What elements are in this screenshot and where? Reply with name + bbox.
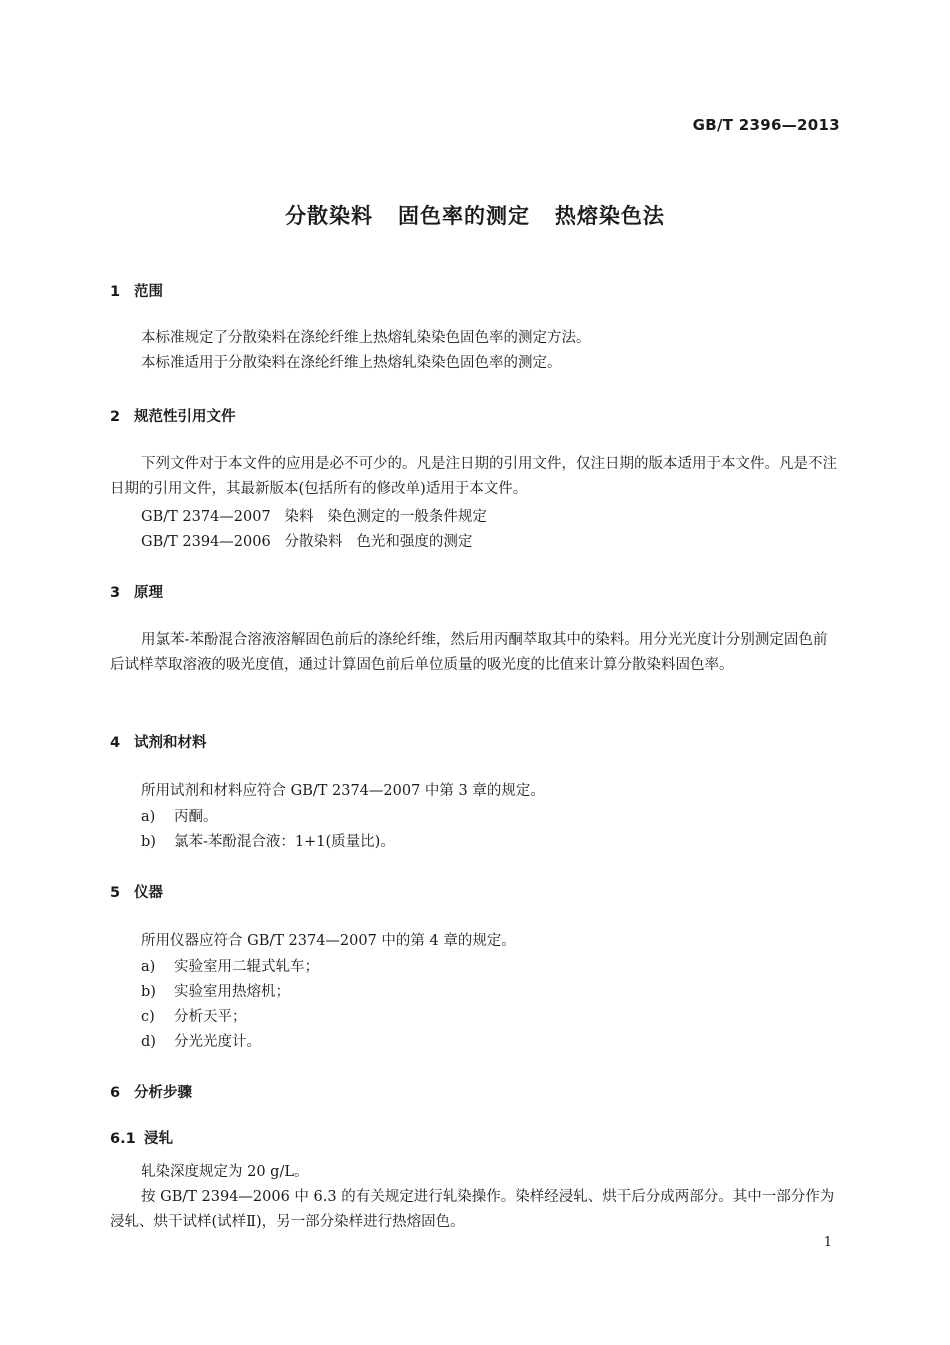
list-item <box>141 830 395 851</box>
section-3-paragraph-1: 用氯苯-苯酚混合溶液溶解固色前后的涤纶纤维，然后用丙酮萃取其中的染料。用分光光度计分别测定固色前后试样萃取溶液的吸光度值，通过计算固色前后单位质量的吸光度的比值来计算分散染料固色率。 <box>110 632 828 673</box>
section-number: 3 <box>110 585 121 601</box>
section-title: 分析步骤 <box>134 1085 192 1101</box>
list-marker: d) <box>141 1034 156 1050</box>
document-title: 分散染料 固色率的测定 热熔染色法 <box>285 204 665 228</box>
section-2-heading <box>110 405 236 426</box>
list-text: 氯苯-苯酚混合液：1+1(质量比)。 <box>174 834 395 850</box>
subsection-number: 6.1 <box>110 1131 136 1147</box>
section-1-heading <box>110 280 163 301</box>
list-item <box>141 980 290 1001</box>
section-title: 范围 <box>134 284 163 300</box>
section-number: 4 <box>110 735 121 751</box>
list-text: 实验室用二辊式轧车； <box>174 959 319 975</box>
subsection-6-1-paragraph-1: 轧染深度规定为 20 g/L。 <box>141 1164 309 1180</box>
page-number: 1 <box>823 1235 832 1250</box>
section-title: 仪器 <box>134 885 163 901</box>
section-1-paragraph-2: 本标准适用于分散染料在涤纶纤维上热熔轧染染色固色率的测定。 <box>141 355 562 371</box>
list-text: 丙酮。 <box>174 809 218 825</box>
section-number: 2 <box>110 409 121 425</box>
list-item <box>141 1030 261 1051</box>
subsection-6-1-heading <box>110 1127 173 1148</box>
section-1-paragraph-1: 本标准规定了分散染料在涤纶纤维上热熔轧染染色固色率的测定方法。 <box>141 330 591 346</box>
list-text: 分光光度计。 <box>174 1034 261 1050</box>
section-number: 5 <box>110 885 121 901</box>
standard-code: GB/T 2396—2013 <box>692 116 840 134</box>
list-marker: a) <box>141 809 156 825</box>
section-6-heading <box>110 1081 192 1102</box>
section-3-heading <box>110 581 163 602</box>
section-title: 规范性引用文件 <box>134 409 236 425</box>
list-item <box>141 955 319 976</box>
reference-1: GB/T 2374—2007 染料 染色测定的一般条件规定 <box>141 509 487 525</box>
section-5-paragraph-1: 所用仪器应符合 GB/T 2374—2007 中的第 4 章的规定。 <box>141 933 516 949</box>
list-item <box>141 805 218 826</box>
reference-2: GB/T 2394—2006 分散染料 色光和强度的测定 <box>141 534 473 550</box>
list-item <box>141 1005 247 1026</box>
section-2-paragraph-1: 下列文件对于本文件的应用是必不可少的。凡是注日期的引用文件，仅注日期的版本适用于本文件。凡是不注日期的引用文件，其最新版本(包括所有的修改单)适用于本文件。 <box>110 456 837 497</box>
section-title: 试剂和材料 <box>134 735 207 751</box>
section-5-heading <box>110 881 163 902</box>
list-marker: c) <box>141 1009 155 1025</box>
subsection-title: 浸轧 <box>144 1131 173 1147</box>
section-number: 1 <box>110 284 121 300</box>
list-marker: a) <box>141 959 156 975</box>
list-marker: b) <box>141 834 156 850</box>
section-4-paragraph-1: 所用试剂和材料应符合 GB/T 2374—2007 中第 3 章的规定。 <box>141 783 545 799</box>
subsection-6-1-paragraph-2: 按 GB/T 2394—2006 中 6.3 的有关规定进行轧染操作。染样经浸轧、烘干后分成两部分。其中一部分作为浸轧、烘干试样(试样Ⅱ)，另一部分染样进行热熔固色。 <box>110 1189 835 1230</box>
section-title: 原理 <box>134 585 163 601</box>
list-marker: b) <box>141 984 156 1000</box>
list-text: 分析天平； <box>174 1009 247 1025</box>
list-text: 实验室用热熔机； <box>174 984 290 1000</box>
section-4-heading <box>110 731 207 752</box>
section-number: 6 <box>110 1085 121 1101</box>
